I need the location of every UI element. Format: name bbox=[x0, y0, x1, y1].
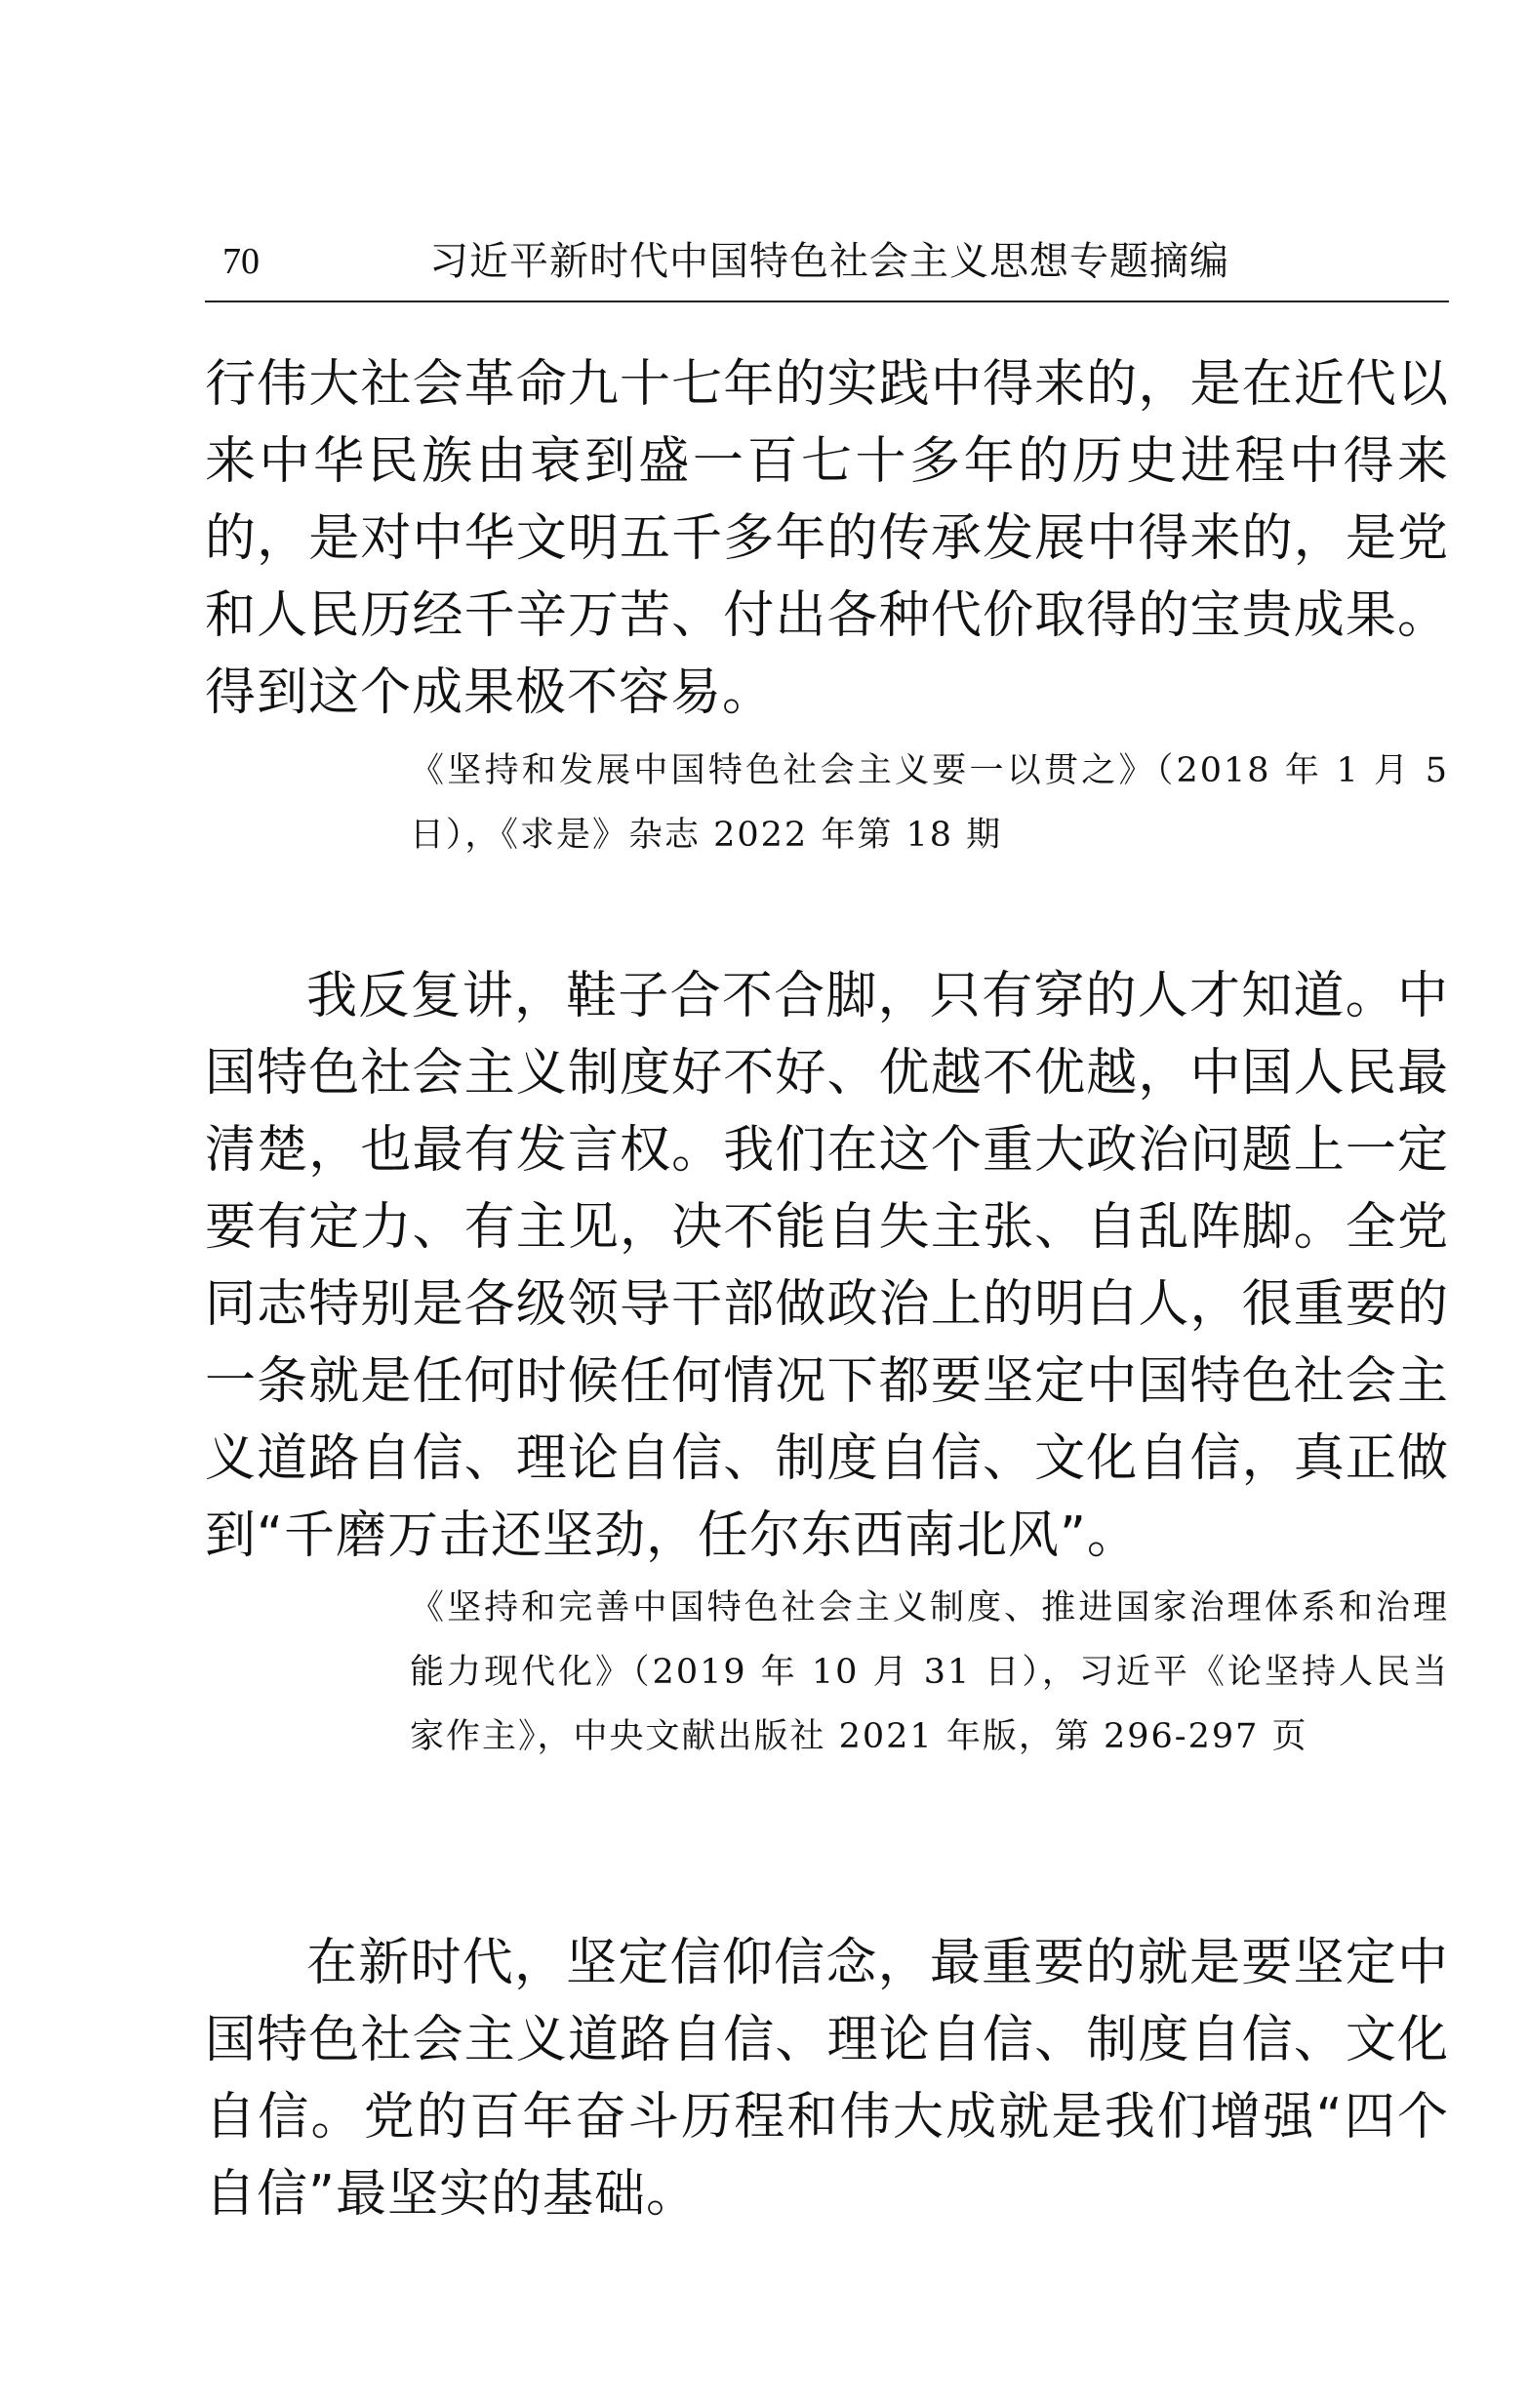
citation-1: 《坚持和发展中国特色社会主义要一以贯之》（2018 年 1 月 5 日），《求是》杂志 2022 年第 18 期 bbox=[410, 751, 1449, 855]
running-title: 习近平新时代中国特色社会主义思想专题摘编 bbox=[429, 239, 1229, 284]
body-paragraph-2: 我反复讲，鞋子合不合脚，只有穿的人才知道。中国特色社会主义制度好不好、优越不优越，中国人民最清楚，也最有发言权。我们在这个重大政治问题上一定要有定力、有主见，决不能自失主张、自乱阵脚。全党同志特别是各级领导干部做政治上的明白人，很重要的一条就是任何时候任何情况下都要坚定中国特色社会主义道路自信、理论自信、制度自信、文化自信，真正做到“千磨万击还坚劲，任尔东西南北风”。 bbox=[205, 967, 1449, 1565]
body-paragraph-1: 行伟大社会革命九十七年的实践中得来的，是在近代以来中华民族由衰到盛一百七十多年的历史进程中得来的，是对中华文明五千多年的传承发展中得来的，是党和人民历经千辛万苦、付出各种代价取得的宝贵成果。得到这个成果极不容易。 bbox=[205, 355, 1449, 722]
page-header bbox=[205, 232, 1449, 291]
page-number: 70 bbox=[222, 241, 260, 282]
citation-2: 《坚持和完善中国特色社会主义制度、推进国家治理体系和治理能力现代化》（2019 年 10 月 31 日），习近平《论坚持人民当家作主》，中央文献出版社 2021 年版，第 296-297 页 bbox=[410, 1588, 1449, 1756]
body-paragraph-3: 在新时代，坚定信仰信念，最重要的就是要坚定中国特色社会主义道路自信、理论自信、制度自信、文化自信。党的百年奋斗历程和伟大成就是我们增强“四个自信”最坚实的基础。 bbox=[205, 1934, 1449, 2224]
header-divider bbox=[205, 301, 1449, 302]
